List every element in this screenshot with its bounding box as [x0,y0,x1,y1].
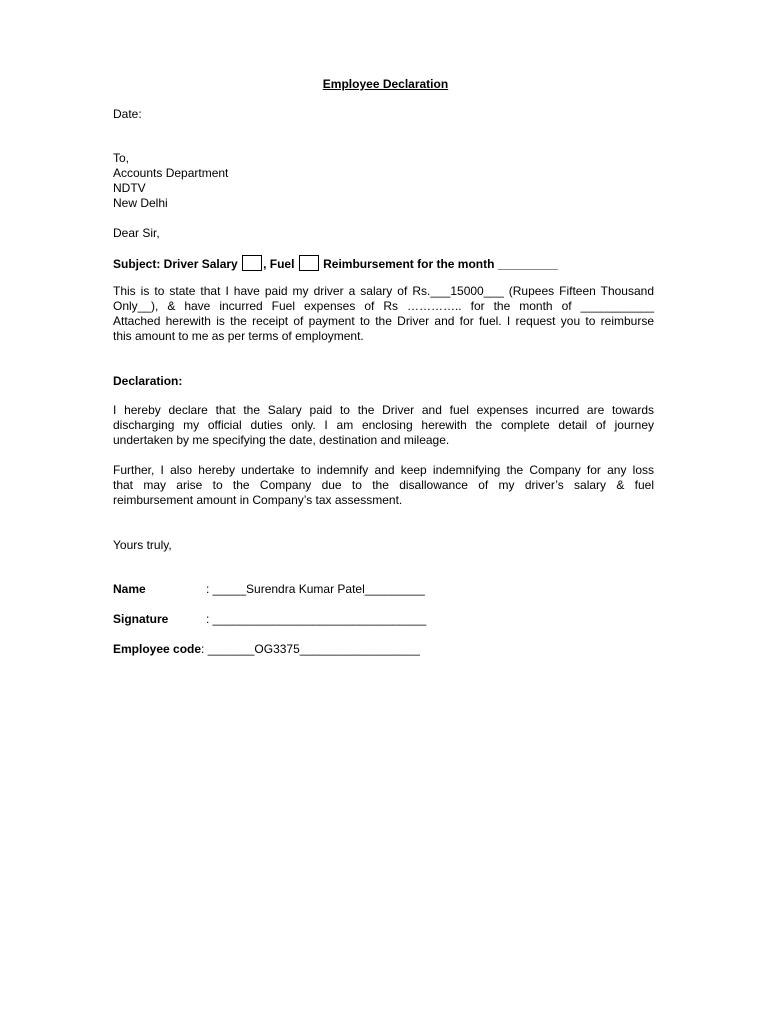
salutation: Dear Sir, [113,226,160,240]
declaration-line: discharging my official duties only. I am enclosing herewith the complete detail of journey [113,418,654,432]
signature-value: : ________________________________ [206,612,427,626]
salary-checkbox[interactable] [242,255,262,271]
subject-middle: , Fuel [263,257,295,271]
employee-code-label: Employee code [113,642,202,656]
address-to: To, [113,151,130,165]
closing: Yours truly, [113,538,172,552]
address-line-3: New Delhi [113,196,168,210]
declaration-heading: Declaration: [113,374,183,388]
body-line: Only__), & have incurred Fuel expenses of Rs ………….. for the month of ___________ [113,299,654,313]
body-line: Attached herewith is the receipt of payment to the Driver and for fuel. I request you to reimburse [113,314,654,328]
address-line-1: Accounts Department [113,166,229,180]
body-line: this amount to me as per terms of employment. [113,329,364,343]
employee-code-row [113,642,420,656]
declaration-line: I hereby declare that the Salary paid to the Driver and fuel expenses incurred are towards [113,403,654,417]
name-label: Name [113,582,146,596]
subject-line [113,255,558,271]
employee-code-value: : _______OG3375__________________ [201,642,420,656]
name-value: : _____Surendra Kumar Patel_________ [206,582,425,596]
address-line-2: NDTV [113,181,146,195]
declaration-line: undertaken by me specifying the date, destination and mileage. [113,433,450,447]
further-line: reimbursement amount in Company’s tax assessment. [113,493,403,507]
further-paragraph [113,463,654,508]
subject-suffix: Reimbursement for the month _________ [323,257,558,271]
signature-label: Signature [113,612,169,626]
fuel-checkbox[interactable] [299,255,319,271]
declaration-paragraph [113,403,654,448]
further-line: that may arise to the Company due to the disallowance of my driver’s salary & fuel [113,478,654,492]
date-label: Date: [113,107,142,121]
further-line: Further, I also hereby undertake to indemnify and keep indemnifying the Company for any loss [113,463,654,477]
document-title: Employee Declaration [322,77,449,91]
body-paragraph [113,284,654,344]
subject-prefix: Subject: Driver Salary [113,257,238,271]
body-line: This is to state that I have paid my driver a salary of Rs.___15000___ (Rupees Fifteen Thousand [113,284,654,298]
